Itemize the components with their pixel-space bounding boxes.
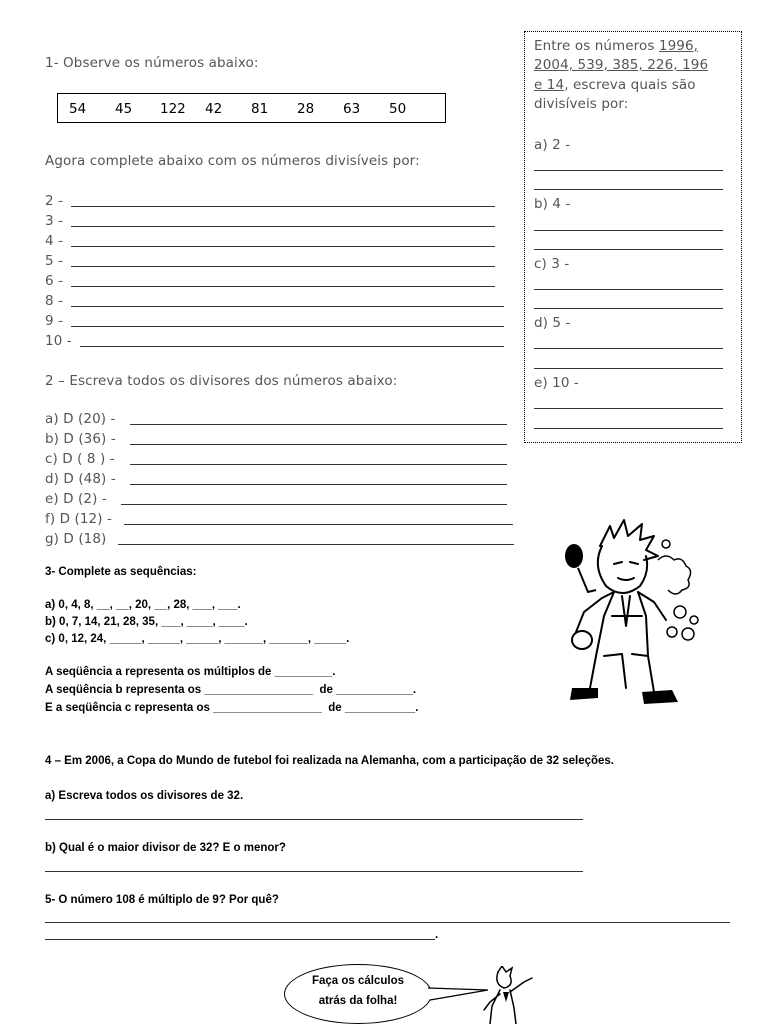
answer-line[interactable] (45, 871, 583, 872)
bubble-line-1: Faça os cálculos (311, 975, 405, 987)
side-item-label: d) 5 - (534, 315, 571, 331)
cartoon-boy-illustration (562, 516, 702, 712)
divisor-row-label: g) D (18) (45, 531, 111, 547)
answer-line[interactable] (71, 326, 504, 327)
divisible-row-label: 8 - (45, 293, 68, 309)
answer-line[interactable] (534, 428, 723, 429)
q4-a: a) Escreva todos os divisores de 32. (45, 790, 244, 802)
divisor-row-label: a) D (20) - (45, 411, 120, 427)
sequence-b: b) 0, 7, 14, 21, 28, 35, ___, ____, ____. (45, 616, 248, 628)
answer-line[interactable] (71, 206, 495, 207)
divisible-row-label: 2 - (45, 193, 68, 209)
q4-title: 4 – Em 2006, a Copa do Mundo de futebol foi realizada na Alemanha, com a participação de 32 seleções. (45, 755, 615, 767)
small-boy-illustration (476, 966, 536, 1024)
number-item: 42 (205, 101, 223, 117)
answer-line[interactable] (534, 189, 723, 190)
answer-line[interactable] (45, 819, 583, 820)
side-intro-line2: 2004, 539, 385, 226, 196 (534, 57, 709, 73)
side-intro-line4: divisíveis por: (534, 96, 629, 112)
number-item: 81 (251, 101, 269, 117)
q1-title: 1- Observe os números abaixo: (45, 55, 259, 71)
answer-line[interactable] (118, 544, 514, 545)
q5-end-dot: . (435, 929, 439, 941)
answer-line[interactable] (534, 368, 723, 369)
divisible-row-label: 4 - (45, 233, 68, 249)
answer-line[interactable] (71, 306, 504, 307)
answer-line[interactable] (124, 524, 513, 525)
answer-line[interactable] (130, 464, 507, 465)
q5-title: 5- O número 108 é múltiplo de 9? Por quê? (45, 894, 279, 906)
number-item: 63 (343, 101, 361, 117)
answer-line[interactable] (534, 408, 723, 409)
answer-line[interactable] (45, 939, 435, 940)
sequence-a: a) 0, 4, 8, __, __, 20, __, 28, ___, ___. (45, 599, 241, 611)
q3-title: 3- Complete as sequências: (45, 566, 197, 578)
side-item-label: c) 3 - (534, 256, 570, 272)
side-item-label: b) 4 - (534, 196, 571, 212)
number-item: 28 (297, 101, 315, 117)
answer-line[interactable] (534, 348, 723, 349)
numbers-box (57, 93, 446, 123)
answer-line[interactable] (534, 170, 723, 171)
q4-b: b) Qual é o maior divisor de 32? E o menor? (45, 842, 286, 854)
answer-line[interactable] (80, 346, 504, 347)
side-intro-line3: e 14, escreva quais são (534, 77, 696, 93)
divisible-row-label: 5 - (45, 253, 68, 269)
divisor-row-label: d) D (48) - (45, 471, 121, 487)
number-item: 122 (160, 101, 186, 117)
sequence-a-statement: A seqüência a representa os múltiplos de _________. (45, 666, 336, 678)
q1-instruction: Agora complete abaixo com os números divisíveis por: (45, 153, 420, 169)
answer-line[interactable] (130, 424, 507, 425)
answer-line[interactable] (534, 230, 723, 231)
side-intro-line1: Entre os números 1996, (534, 38, 699, 54)
answer-line[interactable] (534, 249, 723, 250)
divisible-row-label: 6 - (45, 273, 68, 289)
number-item: 54 (69, 101, 87, 117)
side-item-label: a) 2 - (534, 137, 571, 153)
sequence-c-statement: E a seqüência c representa os _________________ de ___________. (45, 702, 419, 714)
answer-line[interactable] (130, 444, 507, 445)
answer-line[interactable] (71, 246, 495, 247)
divisor-row-label: b) D (36) - (45, 431, 121, 447)
sequence-c: c) 0, 12, 24, _____, _____, _____, ______, ______, _____. (45, 633, 350, 645)
answer-line[interactable] (534, 289, 723, 290)
answer-line[interactable] (71, 266, 495, 267)
divisible-row-label: 10 - (45, 333, 77, 349)
number-item: 50 (389, 101, 407, 117)
divisible-row-label: 3 - (45, 213, 68, 229)
answer-line[interactable] (121, 504, 507, 505)
speech-bubble (284, 964, 432, 1024)
divisible-row-label: 9 - (45, 313, 68, 329)
answer-line[interactable] (130, 484, 507, 485)
divisor-row-label: f) D (12) - (45, 511, 117, 527)
bubble-line-2: atrás da folha! (318, 995, 398, 1007)
number-item: 45 (115, 101, 133, 117)
answer-line[interactable] (534, 308, 723, 309)
side-item-label: e) 10 - (534, 375, 579, 391)
sequence-b-statement: A seqüência b representa os _________________ de ____________. (45, 684, 417, 696)
q2-title: 2 – Escreva todos os divisores dos números abaixo: (45, 373, 398, 389)
divisor-row-label: e) D (2) - (45, 491, 112, 507)
divisor-row-label: c) D ( 8 ) - (45, 451, 120, 467)
answer-line[interactable] (71, 286, 495, 287)
answer-line[interactable] (45, 922, 730, 923)
answer-line[interactable] (71, 226, 495, 227)
